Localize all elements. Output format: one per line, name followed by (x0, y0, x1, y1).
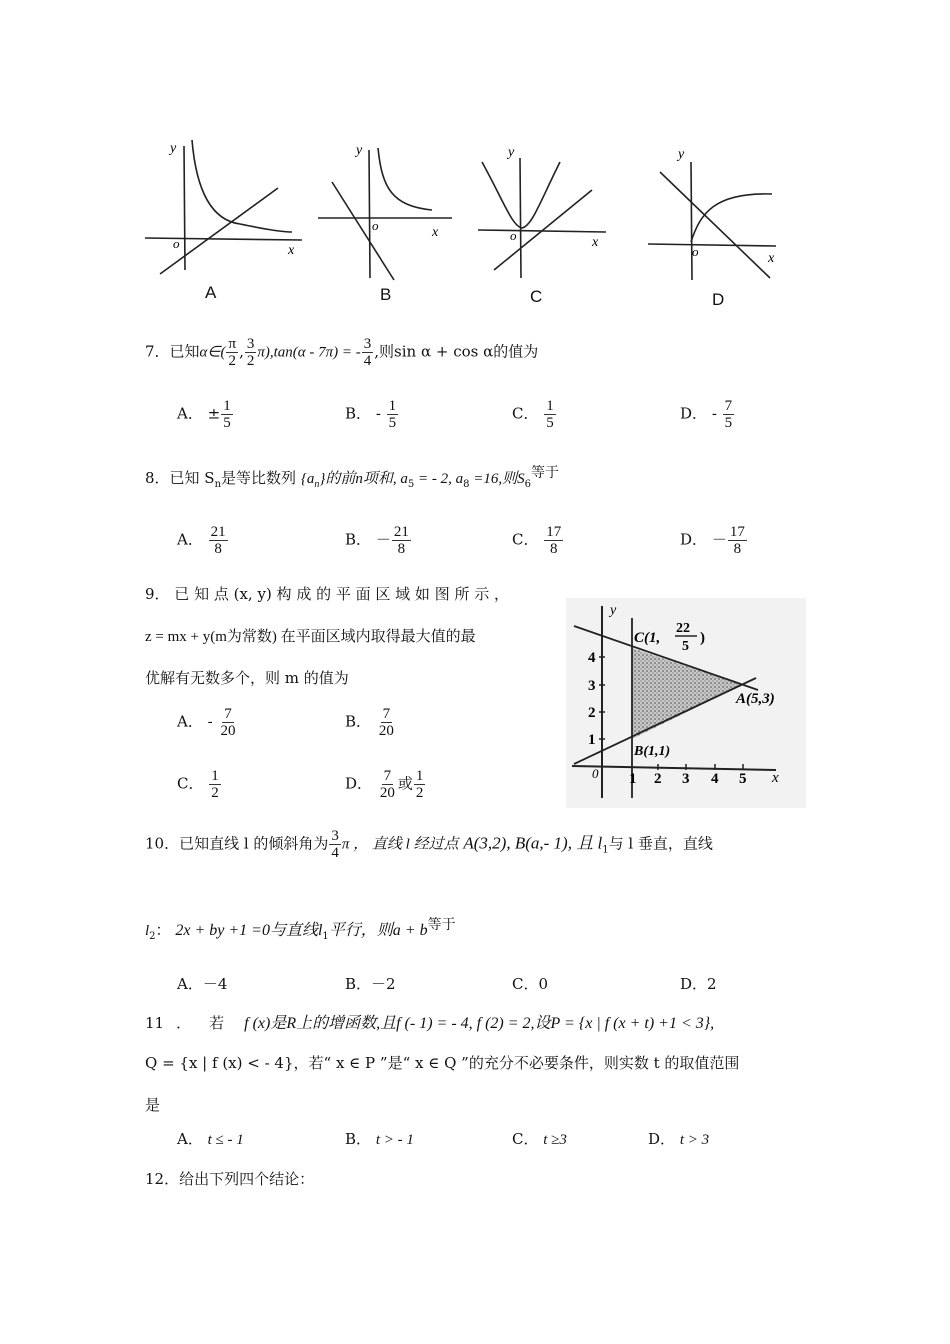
q9-line3: 优解有无数多个，则 m 的值为 (145, 669, 349, 687)
q7-option-a: A． ± $\frac{1}{5}$ (177, 398, 231, 431)
graph-c (478, 158, 606, 278)
q11-line2: Q = {x | f (x) < - 4}，若“ x ∈ P ”是“ x ∈ Q ”的充分不必要条件，则实数 t 的取值范围 (145, 1054, 740, 1072)
q10-line2: $l_2$： 2x + by +1 =0与直线$l_1$平行，则$a + b^{等于}$ (145, 917, 456, 942)
graph-d (648, 162, 776, 280)
q7-pi: π (257, 344, 265, 361)
q9-option-d: D． $\frac{7}{20}$ 或 $\frac{1}{2}$ (345, 768, 424, 801)
graph-d-x-label: x (768, 251, 775, 266)
graph-b (318, 148, 452, 280)
graph-b-y-label: y (356, 143, 363, 158)
question-11: 11 ． 若 f (x)是R上的增函数,且f (- 1) = - 4, f (2) = 2,设P = {x | f (x + t) +1 < 3}, (145, 1014, 715, 1032)
q9-fig-xtick-5: 5 (739, 771, 747, 787)
q9-option-a: A． - $\frac{7}{20}$ (177, 706, 236, 739)
q9-line2: z = mx + y(m为常数) 在平面区域内取得最大值的最 (145, 629, 476, 645)
q11-line3: 是 (145, 1096, 161, 1114)
graph-label-a: A (205, 283, 217, 302)
q7-frac1: $\frac{\pi}{2}$ (228, 336, 237, 369)
q9-fig-origin: 0 (592, 766, 599, 781)
graph-a-origin-label: o (173, 236, 180, 251)
q9-fig-point-c-num: 22 (676, 621, 690, 636)
q9-option-b: B． $\frac{7}{20}$ (345, 706, 394, 739)
q7-frac3: $\frac{3}{4}$ (363, 336, 372, 369)
q8-option-a: A． $\frac{21}{8}$ (177, 524, 226, 557)
q7-frac2: $\frac{3}{2}$ (246, 336, 255, 369)
q8-option-b: B． － $\frac{21}{8}$ (345, 524, 409, 557)
q7-option-c: C． $\frac{1}{5}$ (512, 398, 554, 431)
q11-option-c: C． t ≥3 (512, 1130, 567, 1148)
q7-prefix: 7．已知 (145, 342, 200, 361)
q7-tan-expr: ),tan(α - 7π) = - (264, 344, 361, 361)
q7-option-d: D． - $\frac{7}{5}$ (680, 398, 733, 431)
q10-option-a: A．－4 (177, 975, 228, 993)
q7-alpha-expr: α∈( (199, 344, 226, 361)
q9-fig-ytick-1: 1 (588, 732, 596, 748)
question-7: 7．已知α∈( $\frac{\pi}{2}$ , $\frac{3}{2}$ π),tan(α - 7π) = - $\frac{3}{4}$ ,则sin α + cos α的值为 (145, 336, 539, 369)
q7-option-b: B． - $\frac{1}{5}$ (345, 398, 397, 431)
q11-option-d: D． t > 3 (648, 1130, 710, 1148)
q9-line1: 9． 已 知 点 (x, y) 构 成 的 平 面 区 域 如 图 所 示 ， (145, 585, 510, 603)
function-graphs-figure (140, 128, 810, 318)
q9-fig-point-c-close: ) (700, 630, 705, 646)
q8-option-d: D． － $\frac{17}{8}$ (680, 524, 745, 557)
q9-fig-ytick-4: 4 (588, 650, 596, 666)
q10-option-c: C．0 (512, 975, 549, 993)
q10-option-b: B．－2 (345, 975, 396, 993)
graph-d-y-label: y (678, 147, 685, 162)
question-10: 10．已知直线 l 的倾斜角为 $\frac{3}{4}$ π ， 直线 l 经过点 A(3,2), B(a,- 1), 且 $l_1$与 l 垂直，直线 (145, 828, 713, 861)
q9-fig-xtick-3: 3 (682, 771, 690, 787)
q9-option-c: C． $\frac{1}{2}$ (177, 768, 219, 801)
q9-fig-point-a: A(5,3) (736, 691, 775, 707)
q8-option-c: C． $\frac{17}{8}$ (512, 524, 562, 557)
q9-fig-x-label: x (772, 770, 779, 786)
question-8: 8．已知 $S_n$是等比数列 $\{a_n\}$的前n项和, $a_5$ = - 2, $a_8 =16$,则$S_6^{等于}$ (145, 465, 559, 490)
graph-a-y-label: y (170, 141, 177, 156)
q9-region-figure (566, 598, 806, 808)
q7-suffix: ,则sin α + cos α的值为 (374, 342, 539, 361)
graph-c-origin-label: o (510, 228, 517, 243)
q9-fig-point-c: C(1, (634, 630, 661, 646)
q9-fig-point-c-den: 5 (682, 639, 689, 654)
graph-c-y-label: y (508, 145, 515, 160)
q9-fig-point-b: B(1,1) (634, 744, 671, 759)
q9-fig-xtick-4: 4 (711, 771, 719, 787)
graph-label-c: C (530, 287, 543, 306)
graph-label-d: D (712, 290, 725, 309)
q11-option-b: B． t > - 1 (345, 1130, 414, 1148)
graph-a (145, 140, 302, 274)
q10-option-d: D．2 (680, 975, 717, 993)
q9-fig-xtick-1: 1 (629, 771, 637, 787)
q9-fig-ytick-3: 3 (588, 678, 596, 694)
q11-option-a: A． t ≤ - 1 (177, 1130, 244, 1148)
graph-c-x-label: x (592, 235, 599, 250)
q9-fig-xtick-2: 2 (654, 771, 662, 787)
graph-d-origin-label: o (692, 244, 699, 259)
question-12: 12．给出下列四个结论： (145, 1170, 315, 1188)
graph-b-x-label: x (432, 225, 439, 240)
q9-fig-y-label: y (610, 603, 617, 618)
graph-label-b: B (380, 285, 392, 304)
graph-a-x-label: x (288, 243, 295, 258)
q9-fig-ytick-2: 2 (588, 705, 596, 721)
graph-b-origin-label: o (372, 218, 379, 233)
